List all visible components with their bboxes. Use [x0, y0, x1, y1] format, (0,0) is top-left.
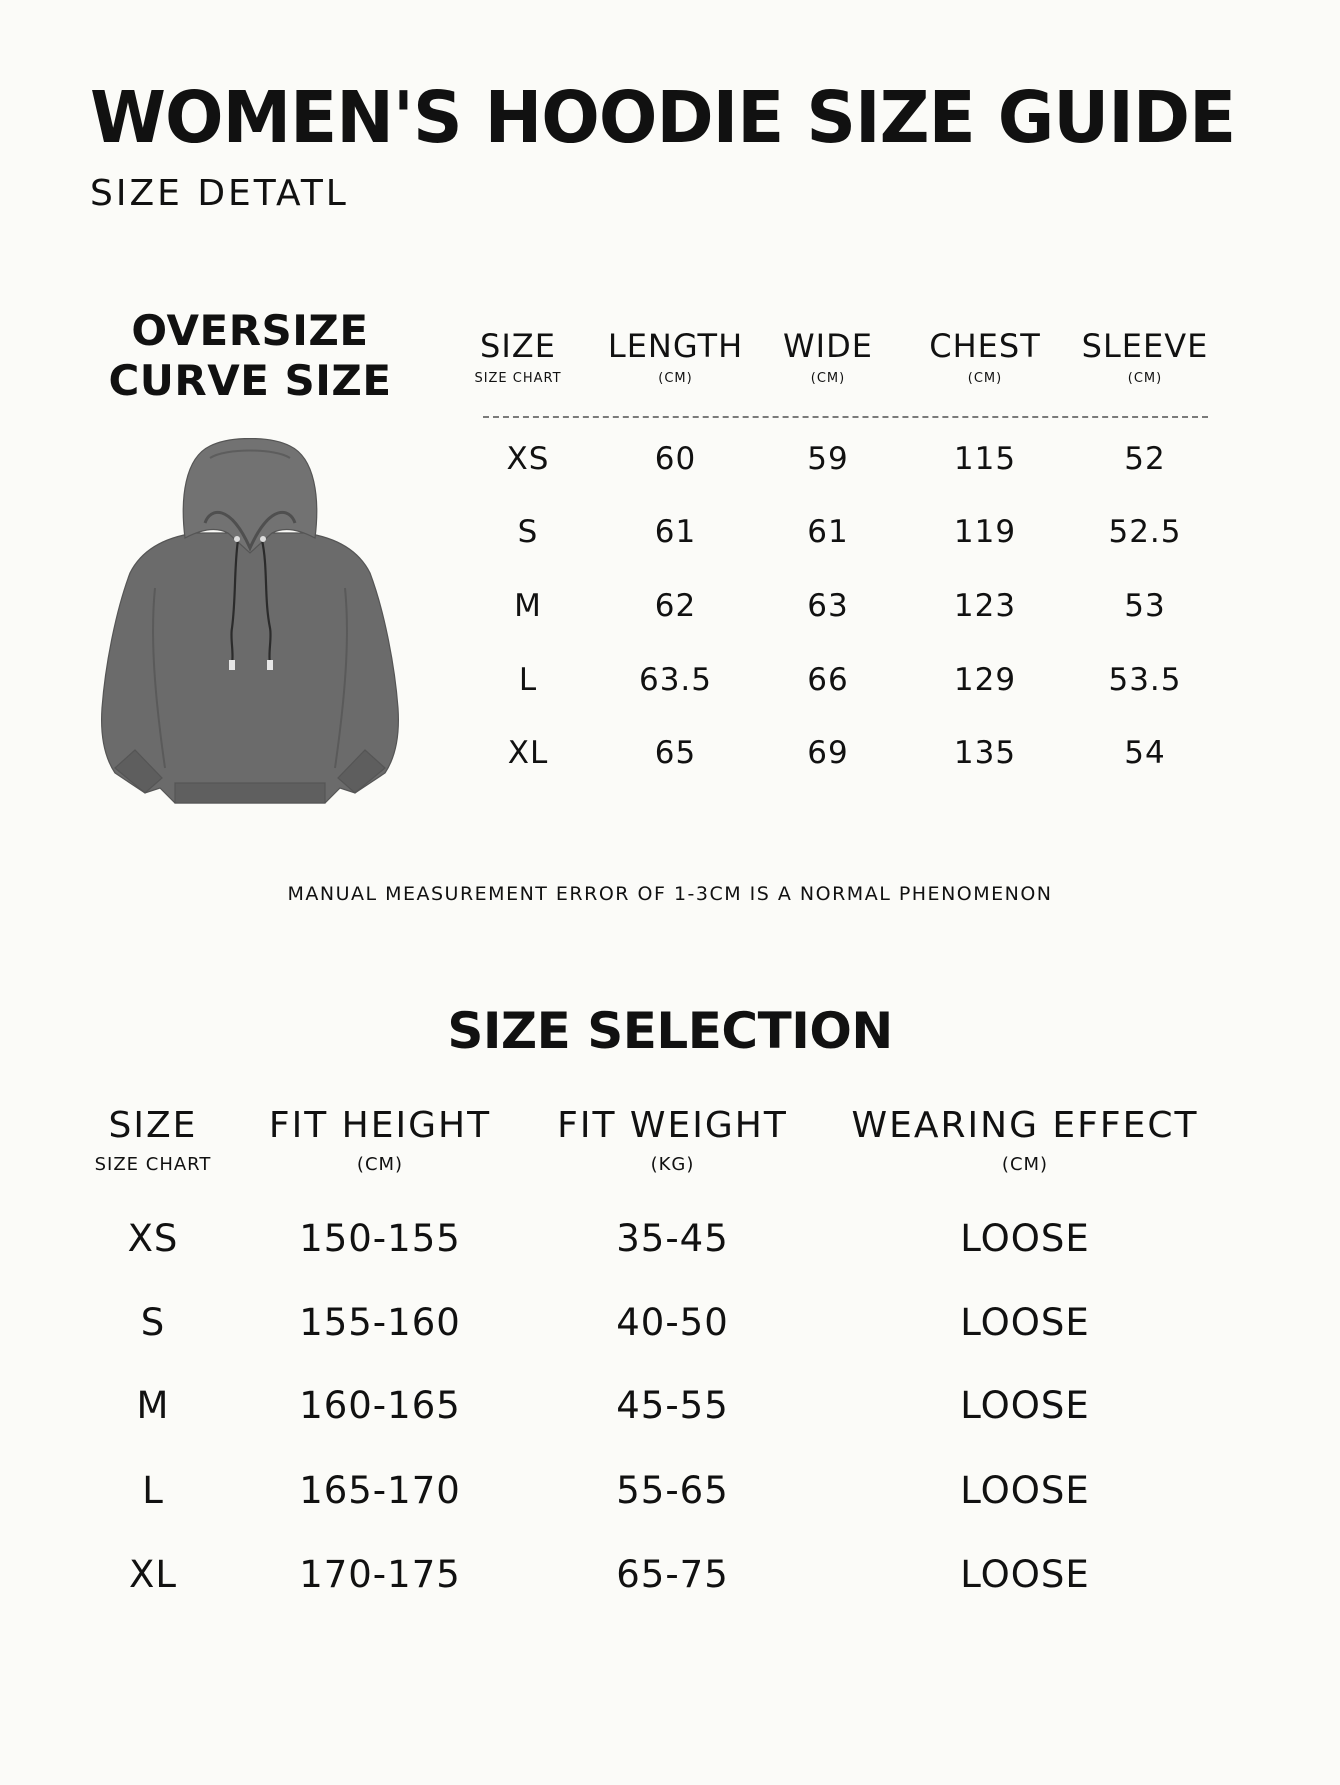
table-cell: 52: [1124, 441, 1166, 477]
table-cell: 115: [953, 441, 1017, 477]
table-cell: XL: [507, 735, 549, 771]
header-wide: WIDE (CM): [783, 327, 873, 386]
table-cell: LOOSE: [960, 1301, 1090, 1344]
table-cell: 45-55: [616, 1384, 729, 1427]
table-cell: XL: [129, 1553, 177, 1596]
table-cell: 63.5: [638, 662, 713, 698]
table-cell: 155-160: [299, 1301, 461, 1344]
header-size: SIZE SIZE CHART: [474, 327, 562, 386]
table-cell: L: [518, 662, 538, 698]
table-cell: 40-50: [616, 1301, 729, 1344]
header-wearing-effect: WEARING EFFECT (CM): [851, 1105, 1199, 1175]
table-cell: XS: [506, 441, 550, 477]
header-sleeve: SLEEVE (CM): [1081, 327, 1209, 386]
fit-label-line2: CURVE SIZE: [108, 356, 392, 405]
table-cell: 55-65: [616, 1469, 729, 1512]
size-selection-title: SIZE SELECTION: [447, 1002, 893, 1060]
table-cell: 69: [807, 735, 849, 771]
table-cell: 62: [654, 588, 697, 624]
table-cell: 35-45: [616, 1217, 729, 1260]
table-cell: 63: [807, 588, 849, 624]
fit-label-line1: OVERSIZE: [131, 306, 369, 355]
table-cell: LOOSE: [960, 1553, 1090, 1596]
table-cell: S: [517, 514, 539, 550]
table-cell: XS: [127, 1217, 179, 1260]
table-cell: 53.5: [1108, 662, 1182, 698]
header-fit-height: FIT HEIGHT (CM): [268, 1105, 492, 1175]
table-cell: M: [136, 1384, 170, 1427]
table-cell: 135: [953, 735, 1017, 771]
header-chest: CHEST (CM): [929, 327, 1041, 386]
table-cell: 150-155: [299, 1217, 461, 1260]
header-size: SIZE SIZE CHART: [94, 1105, 212, 1175]
table-cell: 123: [953, 588, 1017, 624]
table-cell: 61: [807, 514, 849, 550]
table-cell: 170-175: [299, 1553, 461, 1596]
table-divider: [483, 416, 1208, 418]
table-cell: LOOSE: [960, 1384, 1090, 1427]
header-length: LENGTH (CM): [607, 327, 744, 386]
table-cell: M: [514, 588, 542, 624]
table-cell: 53: [1124, 588, 1166, 624]
table-cell: S: [140, 1301, 166, 1344]
table-cell: 129: [953, 662, 1017, 698]
table-cell: 60: [654, 441, 697, 477]
header-fit-weight: FIT WEIGHT (KG): [557, 1105, 788, 1175]
table-cell: L: [142, 1469, 164, 1512]
table-cell: 160-165: [299, 1384, 461, 1427]
table-cell: 61: [654, 514, 697, 550]
table-cell: 119: [953, 514, 1017, 550]
table-cell: 65-75: [616, 1553, 729, 1596]
table-cell: 54: [1124, 735, 1166, 771]
table-cell: 66: [807, 662, 849, 698]
table-cell: LOOSE: [960, 1217, 1090, 1260]
hoodie-image: [100, 438, 400, 808]
table-cell: 65: [654, 735, 697, 771]
table-cell: 165-170: [299, 1469, 461, 1512]
measurement-note: MANUAL MEASUREMENT ERROR OF 1-3CM IS A NORMAL PHENOMENON: [287, 883, 1053, 905]
table-cell: 59: [807, 441, 849, 477]
table-cell: 52.5: [1108, 514, 1182, 550]
table-cell: LOOSE: [960, 1469, 1090, 1512]
page-subtitle: SIZE DETATL: [90, 173, 349, 214]
page-title: WOMEN'S HOODIE SIZE GUIDE: [90, 76, 1236, 159]
